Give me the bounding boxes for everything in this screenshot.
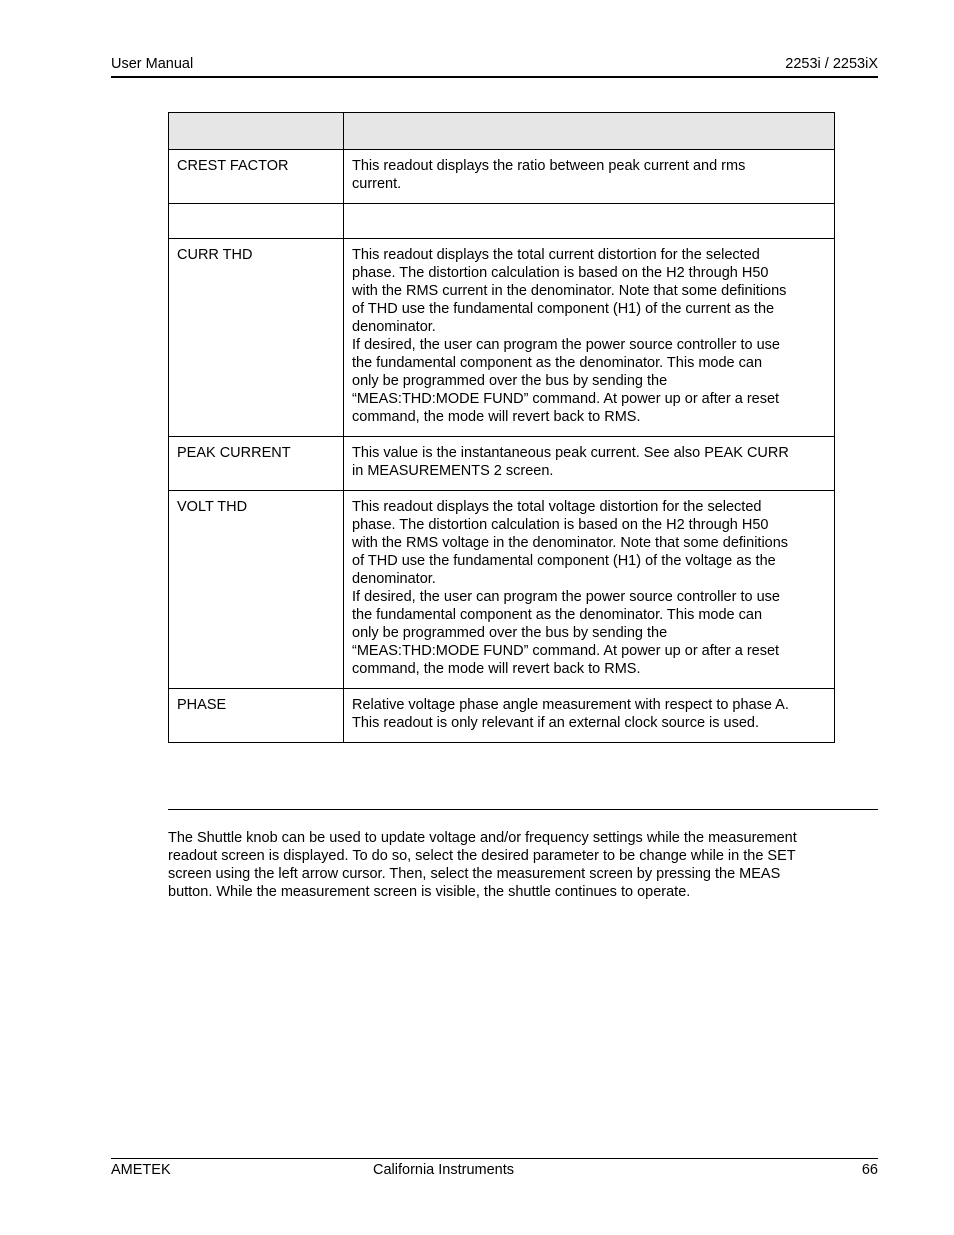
row-name: CREST FACTOR [169,150,344,204]
table-row [169,437,835,491]
table-header-row [169,113,835,150]
table-row [169,150,835,204]
header-title: User Manual [111,56,194,72]
empty-cell [344,204,835,239]
table-row [169,491,835,689]
row-description: This readout displays the total current distortion for the selected phase. The distortion calculation is based on the H2 through H50 with the RMS current in the denominator. Note that some definitions of THD use the fundamental component (H1) of the current as the denominator. If desired, the user can program the power source controller to use the fundamental component as the denominator. This mode can only be programmed over the bus by sending the “MEAS:THD:MODE FUND” command. At power up or after a reset command, the mode will revert back to RMS. [344,239,835,437]
table-row [169,239,835,437]
footer-division: California Instruments [373,1162,515,1178]
footer-company: AMETEK [111,1162,171,1178]
empty-cell [169,204,344,239]
header-cell-parameter [169,113,344,150]
shuttle-paragraph: The Shuttle knob can be used to update voltage and/or frequency settings while the measurement readout screen is displayed. To do so, select the desired parameter to be change while in the SET screen using the left arrow cursor. Then, select the measurement screen by pressing the MEAS button. While the measurement screen is visible, the shuttle continues to operate. [168,830,797,900]
page-number: 66 [861,1162,878,1178]
row-description: This readout displays the total voltage distortion for the selected phase. The distortion calculation is based on the H2 through H50 with the RMS voltage in the denominator. Note that some definitions of THD use the fundamental component (H1) of the voltage as the denominator. If desired, the user can program the power source controller to use the fundamental component as the denominator. This mode can only be programmed over the bus by sending the “MEAS:THD:MODE FUND” command. At power up or after a reset command, the mode will revert back to RMS. [344,491,835,689]
header-model: 2253i / 2253iX [785,56,878,72]
row-description: Relative voltage phase angle measurement with respect to phase A. This readout is only relevant if an external clock source is used. [344,689,835,743]
row-name: PHASE [169,689,344,743]
row-name: CURR THD [169,239,344,437]
row-description: This value is the instantaneous peak current. See also PEAK CURR in MEASUREMENTS 2 screen. [344,437,835,491]
section-divider [168,809,878,810]
page-footer [111,1158,878,1183]
row-description: This readout displays the ratio between peak current and rms current. [344,150,835,204]
table-row [169,689,835,743]
table-row-empty [169,204,835,239]
page-header [111,56,878,78]
measurement-table [168,112,835,743]
header-cell-description [344,113,835,150]
row-name: VOLT THD [169,491,344,689]
row-name: PEAK CURRENT [169,437,344,491]
